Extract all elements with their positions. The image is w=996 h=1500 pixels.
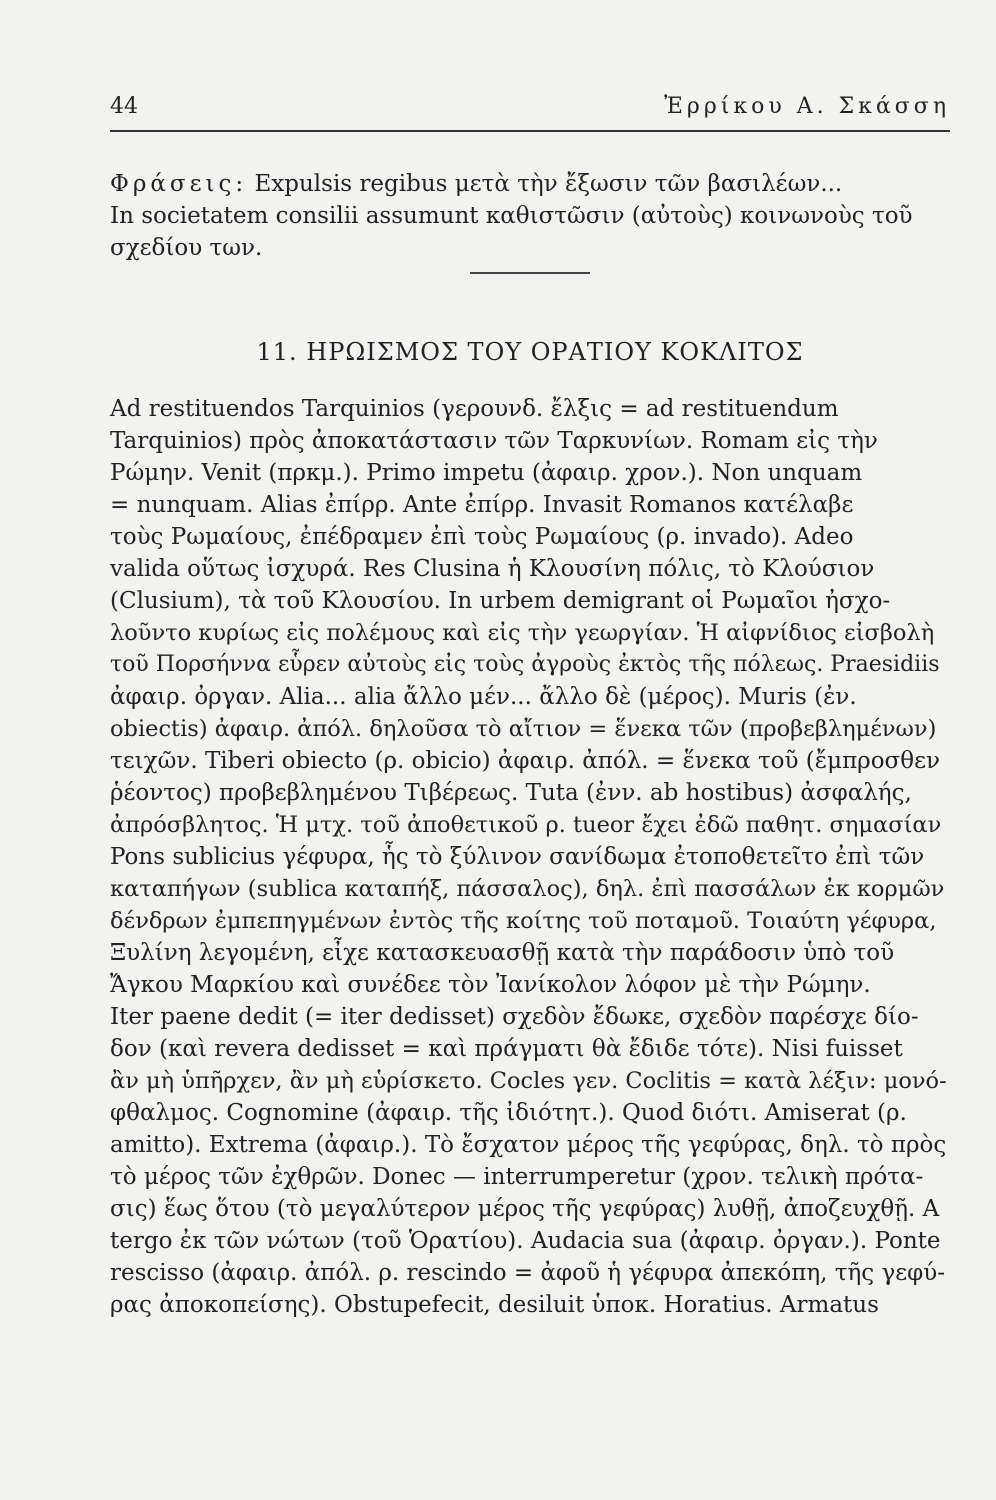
section-body: [110, 393, 950, 1321]
body-line: δον (καὶ revera dedisset = καὶ πράγματι θὰ ἔδιδε τότε). Nisi fuisset: [110, 1036, 903, 1062]
section-heading: 11. ΗΡΩΙΣΜΟΣ ΤΟΥ ΟΡΑΤΙΟΥ ΚΟΚΛΙΤΟΣ: [256, 338, 804, 366]
body-line: Pons sublicius γέφυρα, ἧς τὸ ξύλινον σανίδωμα ἐτοποθετεῖτο ἐπὶ τῶν: [110, 844, 925, 870]
page-number: 44: [110, 94, 138, 119]
body-line: τὸ μέρος τῶν ἐχθρῶν. Donec — interrumperetur (χρον. τελικὴ πρότα-: [110, 1164, 924, 1190]
body-line: δένδρων ἐμπεπηγμένων ἐντὸς τῆς κοίτης τοῦ ποταμοῦ. Τοιαύτη γέφυρα,: [110, 908, 937, 934]
body-line: tergo ἐκ τῶν νώτων (τοῦ Ὁρατίου). Audacia sua (ἀφαιρ. ὀργαν.). Ponte: [110, 1228, 941, 1254]
body-line: τοὺς Ρωμαίους, ἐπέδραμεν ἐπὶ τοὺς Ρωμαίους (ρ. invado). Adeo: [110, 524, 854, 550]
body-line: amitto). Extrema (ἀφαιρ.). Τὸ ἔσχατον μέρος τῆς γεφύρας, δηλ. τὸ πρὸς: [110, 1132, 947, 1158]
body-line: Ἄγκου Μαρκίου καὶ συνέδεε τὸν Ἰανίκολον λόφον μὲ τὴν Ρώμην.: [110, 972, 871, 998]
phrases-line-1: [110, 168, 950, 200]
body-line: (Clusium), τὰ τοῦ Κλουσίου. In urbem demigrant οἱ Ρωμαῖοι ἠσχο-: [110, 588, 891, 614]
phrases-label: Φράσεις:: [110, 171, 248, 197]
body-line: τοῦ Πορσήννα εὗρεν αὐτοὺς εἰς τοὺς ἀγροὺς ἐκτὸς τῆς πόλεως. Praesidiis: [110, 652, 940, 677]
body-line: obiectis) ἀφαιρ. ἀπόλ. δηλοῦσα τὸ αἴτιον = ἕνεκα τῶν (προβεβλημένων): [110, 716, 937, 742]
body-line: φθαλμος. Cognomine (ἀφαιρ. τῆς ἰδιότητ.). Quod διότι. Amiserat (ρ.: [110, 1100, 907, 1126]
body-line: καταπήγων (sublica καταπήξ, πάσσαλος), δηλ. ἐπὶ πασσάλων ἐκ κορμῶν: [110, 876, 945, 902]
body-line: λοῦντο κυρίως εἰς πολέμους καὶ εἰς τὴν γεωργίαν. Ἡ αἰφνίδιος εἰσβολὴ: [110, 620, 935, 646]
body-line: = nunquam. Alias ἐπίρρ. Ante ἐπίρρ. Invasit Romanos κατέλαβε: [110, 492, 854, 518]
body-line: ἂν μὴ ὑπῆρχεν, ἂν μὴ εὑρίσκετο. Cocles γεν. Coclitis = κατὰ λέξιν: μονό-: [110, 1068, 947, 1094]
header-rule: [110, 130, 950, 132]
phrases-line-3: σχεδίου των.: [110, 235, 263, 261]
phrases-line-text: Expulsis regibus μετὰ τὴν ἔξωσιν τῶν βασιλέων...: [254, 171, 843, 197]
body-line: ρας ἀποκοπείσης). Obstupefecit, desiluit ὑποκ. Horatius. Armatus: [110, 1292, 879, 1318]
body-line: ἀπρόσβλητος. Ἡ μτχ. τοῦ ἀποθετικοῦ ρ. tueor ἔχει ἐδῶ παθητ. σημασίαν: [110, 812, 942, 838]
body-line: Iter paene dedit (= iter dedisset) σχεδὸν ἔδωκε, σχεδὸν παρέσχε δίο-: [110, 1004, 919, 1030]
body-line: τειχῶν. Tiberi obiecto (ρ. obicio) ἀφαιρ. ἀπόλ. = ἕνεκα τοῦ (ἔμπροσθεν: [110, 748, 940, 774]
body-line: rescisso (ἀφαιρ. ἀπόλ. ρ. rescindo = ἀφοῦ ἡ γέφυρα ἀπεκόπη, τῆς γεφύ-: [110, 1260, 945, 1286]
phrases-block: [110, 168, 950, 264]
running-head: Ἐρρίκου Α. Σκάσση: [664, 94, 950, 119]
section-separator: [470, 272, 590, 274]
phrases-line-2: In societatem consilii assumunt καθιστῶσιν (αὐτοὺς) κοινωνοὺς τοῦ: [110, 203, 913, 229]
body-line: ῥέοντος) προβεβλημένου Τιβέρεως. Tuta (ἐνν. ab hostibus) ἀσφαλής,: [110, 780, 912, 806]
body-line: σις) ἕως ὅτου (τὸ μεγαλύτερον μέρος τῆς γεφύρας) λυθῇ, ἀποζευχθῇ. A: [110, 1196, 940, 1222]
body-line: valida οὕτως ἰσχυρά. Res Clusina ἡ Κλουσίνη πόλις, τὸ Κλούσιον: [110, 556, 875, 582]
body-line: Ad restituendos Tarquinios (γερουνδ. ἔλξις = ad restituendum: [110, 396, 839, 422]
body-line: Tarquinios) πρὸς ἀποκατάστασιν τῶν Ταρκυνίων. Romam εἰς τὴν: [110, 428, 878, 454]
body-line: Ρώμην. Venit (πρκμ.). Primo impetu (ἀφαιρ. χρον.). Non unquam: [110, 460, 863, 486]
body-line: Ξυλίνη λεγομένη, εἶχε κατασκευασθῇ κατὰ τὴν παράδοσιν ὑπὸ τοῦ: [110, 940, 895, 966]
body-line: ἀφαιρ. ὀργαν. Alia... alia ἄλλο μέν... ἄλλο δὲ (μέρος). Muris (ἐν.: [110, 684, 857, 710]
page-header: [110, 94, 950, 130]
